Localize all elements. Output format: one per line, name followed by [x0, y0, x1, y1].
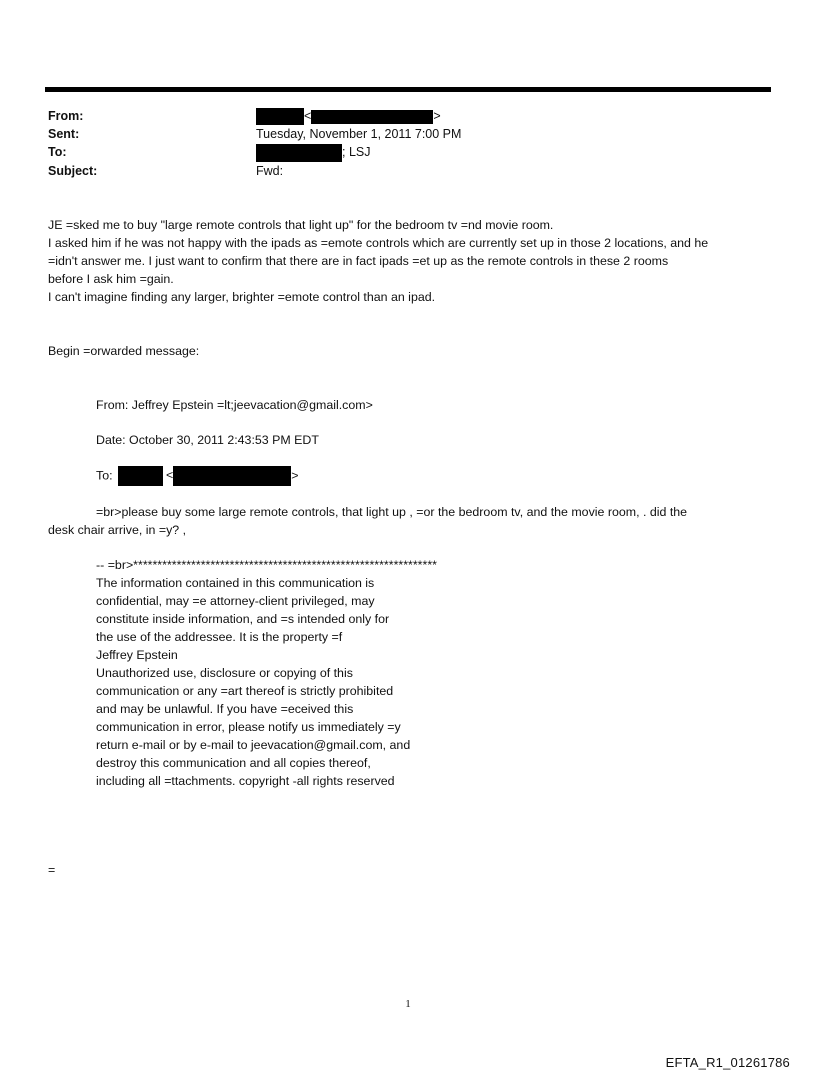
sent-value: Tuesday, November 1, 2011 7:00 PM: [256, 127, 462, 141]
redaction-box: [173, 466, 291, 486]
redaction-box: [311, 110, 433, 124]
forwarded-to-label: To:: [96, 468, 113, 483]
redaction-box: [256, 108, 304, 125]
disclaimer-line: communication or any =art thereof is strictly prohibited: [96, 684, 394, 698]
disclaimer-line: confidential, may =e attorney-client privileged, may: [96, 594, 375, 608]
forwarded-body-line: =br>please buy some large remote controls, that light up , =or the bedroom tv, and the movie room, . did the: [96, 505, 688, 519]
disclaimer-line: destroy this communication and all copies thereof,: [96, 756, 371, 770]
from-label: From:: [48, 109, 84, 123]
message-line: before I ask him =gain.: [48, 272, 174, 286]
forwarded-body-line: desk chair arrive, in =y? ,: [48, 523, 187, 537]
forwarded-from-line: From: Jeffrey Epstein =lt;jeevacation@gmail.com>: [96, 398, 373, 412]
from-close-bracket: >: [433, 109, 441, 123]
disclaimer-line: communication in error, please notify us immediately =y: [96, 720, 401, 734]
message-body: [48, 216, 778, 306]
sent-label: Sent:: [48, 127, 80, 141]
subject-value: Fwd:: [256, 164, 284, 178]
message-line: =idn't answer me. I just want to confirm that there are in fact ipads =et up as the remote controls in these 2 rooms: [48, 254, 669, 268]
disclaimer-line: the use of the addressee. It is the property =f: [96, 630, 343, 644]
forwarded-date-line: Date: October 30, 2011 2:43:53 PM EDT: [96, 433, 319, 447]
header-rule: [45, 87, 771, 92]
document-id: EFTA_R1_01261786: [665, 1055, 790, 1070]
from-value: [256, 107, 441, 125]
disclaimer-line: -- =br>***************************************************************: [96, 558, 437, 572]
disclaimer-line: Unauthorized use, disclosure or copying of this: [96, 666, 353, 680]
to-label: To:: [48, 145, 67, 159]
trailer-mark: =: [48, 863, 56, 877]
disclaimer-line: constitute inside information, and =s intended only for: [96, 612, 390, 626]
disclaimer-line: The information contained in this communication is: [96, 576, 375, 590]
from-open-bracket: <: [304, 109, 312, 123]
redaction-box: [118, 466, 163, 486]
disclaimer-line: return e-mail or by e-mail to jeevacation@gmail.com, and: [96, 738, 411, 752]
to-suffix: ; LSJ: [342, 145, 371, 159]
redaction-box: [256, 144, 342, 162]
disclaimer-line: Jeffrey Epstein: [96, 648, 178, 662]
page-number: 1: [405, 998, 411, 1010]
forwarded-to-line: [96, 466, 776, 486]
disclaimer-line: including all =ttachments. copyright -all rights reserved: [96, 774, 395, 788]
forwarded-to-open-bracket: <: [165, 468, 174, 483]
disclaimer-block: [96, 556, 776, 790]
message-line: JE =sked me to buy "large remote controls that light up" for the bedroom tv =nd movie room.: [48, 218, 554, 232]
message-line: I can't imagine finding any larger, brighter =emote control than an ipad.: [48, 290, 436, 304]
to-value: [256, 143, 371, 162]
message-line: I asked him if he was not happy with the ipads as =emote controls which are currently set up in those 2 locations, and he: [48, 236, 709, 250]
forwarded-to-close-bracket: >: [291, 468, 299, 483]
begin-forwarded-line: Begin =orwarded message:: [48, 344, 200, 358]
disclaimer-line: and may be unlawful. If you have =eceived this: [96, 702, 354, 716]
subject-label: Subject:: [48, 164, 98, 178]
